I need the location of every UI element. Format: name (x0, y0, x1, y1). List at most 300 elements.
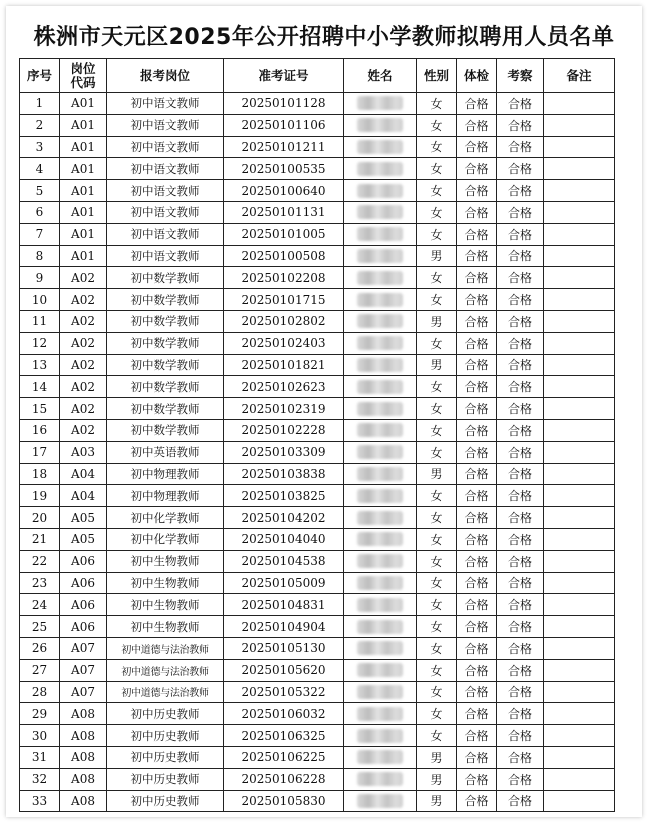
table-row (20, 746, 615, 768)
cell-inspection: 合格 (497, 267, 544, 289)
cell-index: 2 (20, 114, 60, 136)
col-header-physical: 体检 (457, 59, 497, 93)
cell-index: 10 (20, 289, 60, 311)
cell-physical-exam: 合格 (457, 725, 497, 747)
cell-remarks (544, 180, 615, 202)
cell-post-code: A01 (60, 180, 107, 202)
cell-physical-exam: 合格 (457, 332, 497, 354)
cell-gender: 女 (417, 201, 457, 223)
cell-physical-exam: 合格 (457, 790, 497, 812)
cell-remarks (544, 703, 615, 725)
cell-gender: 女 (417, 136, 457, 158)
cell-name (344, 201, 417, 223)
cell-post: 初中生物教师 (107, 616, 224, 638)
cell-post: 初中数学教师 (107, 376, 224, 398)
redacted-name (357, 685, 403, 699)
cell-post: 初中语文教师 (107, 93, 224, 115)
table-row (20, 180, 615, 202)
cell-name (344, 485, 417, 507)
table-row (20, 267, 615, 289)
cell-physical-exam: 合格 (457, 637, 497, 659)
cell-name (344, 289, 417, 311)
cell-index: 18 (20, 463, 60, 485)
page-title: 株洲市天元区2025年公开招聘中小学教师拟聘用人员名单 (33, 25, 615, 50)
redacted-name (357, 663, 403, 677)
cell-gender: 女 (417, 637, 457, 659)
cell-name (344, 703, 417, 725)
cell-inspection: 合格 (497, 616, 544, 638)
table-row (20, 114, 615, 136)
cell-inspection: 合格 (497, 419, 544, 441)
cell-physical-exam: 合格 (457, 245, 497, 267)
cell-inspection: 合格 (497, 398, 544, 420)
cell-index: 12 (20, 332, 60, 354)
cell-inspection: 合格 (497, 223, 544, 245)
redacted-name (357, 554, 403, 568)
cell-post: 初中历史教师 (107, 725, 224, 747)
cell-name (344, 746, 417, 768)
cell-remarks (544, 93, 615, 115)
cell-inspection: 合格 (497, 746, 544, 768)
cell-physical-exam: 合格 (457, 398, 497, 420)
cell-post-code: A02 (60, 376, 107, 398)
cell-physical-exam: 合格 (457, 463, 497, 485)
cell-remarks (544, 419, 615, 441)
cell-remarks (544, 550, 615, 572)
cell-gender: 男 (417, 463, 457, 485)
cell-physical-exam: 合格 (457, 419, 497, 441)
cell-name (344, 637, 417, 659)
redacted-name (357, 118, 403, 132)
col-header-ticket: 准考证号 (224, 59, 344, 93)
cell-remarks (544, 768, 615, 790)
cell-post-code: A08 (60, 746, 107, 768)
redacted-name (357, 423, 403, 437)
cell-remarks (544, 158, 615, 180)
cell-inspection: 合格 (497, 245, 544, 267)
cell-post-code: A01 (60, 136, 107, 158)
cell-index: 28 (20, 681, 60, 703)
cell-index: 29 (20, 703, 60, 725)
cell-name (344, 267, 417, 289)
cell-index: 6 (20, 201, 60, 223)
cell-name (344, 659, 417, 681)
redacted-name (357, 293, 403, 307)
cell-physical-exam: 合格 (457, 507, 497, 529)
cell-remarks (544, 485, 615, 507)
cell-index: 23 (20, 572, 60, 594)
cell-name (344, 594, 417, 616)
cell-index: 16 (20, 419, 60, 441)
cell-ticket-number: 20250104831 (224, 594, 344, 616)
col-header-name: 姓名 (344, 59, 417, 93)
cell-post-code: A01 (60, 245, 107, 267)
cell-inspection: 合格 (497, 463, 544, 485)
cell-post-code: A08 (60, 768, 107, 790)
cell-remarks (544, 201, 615, 223)
redacted-name (357, 140, 403, 154)
cell-name (344, 310, 417, 332)
cell-index: 27 (20, 659, 60, 681)
cell-remarks (544, 659, 615, 681)
cell-ticket-number: 20250100508 (224, 245, 344, 267)
cell-ticket-number: 20250104538 (224, 550, 344, 572)
cell-post-code: A01 (60, 114, 107, 136)
redacted-name (357, 271, 403, 285)
cell-name (344, 441, 417, 463)
cell-post: 初中数学教师 (107, 354, 224, 376)
cell-index: 14 (20, 376, 60, 398)
cell-gender: 女 (417, 485, 457, 507)
cell-ticket-number: 20250105009 (224, 572, 344, 594)
table-row (20, 463, 615, 485)
cell-inspection: 合格 (497, 485, 544, 507)
cell-post-code: A02 (60, 354, 107, 376)
cell-name (344, 616, 417, 638)
table-row (20, 354, 615, 376)
redacted-name (357, 336, 403, 350)
cell-index: 33 (20, 790, 60, 812)
cell-physical-exam: 合格 (457, 201, 497, 223)
cell-remarks (544, 310, 615, 332)
table-row (20, 572, 615, 594)
cell-gender: 女 (417, 441, 457, 463)
cell-gender: 女 (417, 507, 457, 529)
cell-gender: 女 (417, 180, 457, 202)
cell-name (344, 180, 417, 202)
cell-post: 初中生物教师 (107, 594, 224, 616)
cell-ticket-number: 20250103309 (224, 441, 344, 463)
cell-inspection: 合格 (497, 659, 544, 681)
cell-gender: 女 (417, 703, 457, 725)
cell-ticket-number: 20250100535 (224, 158, 344, 180)
table-row (20, 528, 615, 550)
cell-physical-exam: 合格 (457, 354, 497, 376)
cell-post: 初中数学教师 (107, 310, 224, 332)
cell-post: 初中英语教师 (107, 441, 224, 463)
cell-name (344, 507, 417, 529)
cell-post: 初中语文教师 (107, 158, 224, 180)
cell-post-code: A08 (60, 790, 107, 812)
cell-post-code: A01 (60, 223, 107, 245)
cell-remarks (544, 376, 615, 398)
cell-index: 5 (20, 180, 60, 202)
cell-remarks (544, 332, 615, 354)
cell-gender: 女 (417, 158, 457, 180)
cell-name (344, 463, 417, 485)
cell-remarks (544, 725, 615, 747)
redacted-name (357, 184, 403, 198)
table-row (20, 136, 615, 158)
cell-inspection: 合格 (497, 507, 544, 529)
cell-gender: 男 (417, 746, 457, 768)
cell-name (344, 223, 417, 245)
cell-remarks (544, 746, 615, 768)
cell-inspection: 合格 (497, 201, 544, 223)
cell-name (344, 245, 417, 267)
cell-index: 22 (20, 550, 60, 572)
cell-name (344, 398, 417, 420)
cell-name (344, 158, 417, 180)
cell-ticket-number: 20250101211 (224, 136, 344, 158)
cell-inspection: 合格 (497, 136, 544, 158)
table-row (20, 594, 615, 616)
table-row (20, 158, 615, 180)
cell-gender: 女 (417, 398, 457, 420)
table-row (20, 681, 615, 703)
cell-remarks (544, 245, 615, 267)
cell-ticket-number: 20250104904 (224, 616, 344, 638)
cell-inspection: 合格 (497, 725, 544, 747)
cell-inspection: 合格 (497, 289, 544, 311)
col-header-post: 报考岗位 (107, 59, 224, 93)
cell-name (344, 725, 417, 747)
cell-post: 初中数学教师 (107, 398, 224, 420)
cell-post-code: A03 (60, 441, 107, 463)
cell-inspection: 合格 (497, 572, 544, 594)
cell-physical-exam: 合格 (457, 616, 497, 638)
cell-post-code: A02 (60, 289, 107, 311)
redacted-name (357, 707, 403, 721)
cell-post: 初中语文教师 (107, 223, 224, 245)
cell-ticket-number: 20250102228 (224, 419, 344, 441)
cell-remarks (544, 637, 615, 659)
cell-inspection: 合格 (497, 790, 544, 812)
cell-remarks (544, 507, 615, 529)
cell-ticket-number: 20250105620 (224, 659, 344, 681)
table-row (20, 310, 615, 332)
cell-inspection: 合格 (497, 681, 544, 703)
cell-physical-exam: 合格 (457, 550, 497, 572)
cell-gender: 女 (417, 616, 457, 638)
cell-physical-exam: 合格 (457, 93, 497, 115)
cell-inspection: 合格 (497, 180, 544, 202)
cell-name (344, 768, 417, 790)
cell-remarks (544, 223, 615, 245)
cell-ticket-number: 20250105130 (224, 637, 344, 659)
cell-physical-exam: 合格 (457, 594, 497, 616)
cell-gender: 女 (417, 93, 457, 115)
cell-name (344, 419, 417, 441)
cell-post-code: A01 (60, 93, 107, 115)
cell-name (344, 572, 417, 594)
cell-post-code: A04 (60, 463, 107, 485)
cell-gender: 女 (417, 528, 457, 550)
cell-post: 初中数学教师 (107, 267, 224, 289)
cell-ticket-number: 20250101131 (224, 201, 344, 223)
table-row (20, 441, 615, 463)
table-row (20, 398, 615, 420)
cell-index: 24 (20, 594, 60, 616)
cell-name (344, 354, 417, 376)
redacted-name (357, 772, 403, 786)
cell-ticket-number: 20250104202 (224, 507, 344, 529)
cell-physical-exam: 合格 (457, 136, 497, 158)
cell-post-code: A02 (60, 332, 107, 354)
table-row (20, 201, 615, 223)
hiring-table (19, 58, 615, 812)
cell-inspection: 合格 (497, 114, 544, 136)
cell-post-code: A06 (60, 594, 107, 616)
cell-inspection: 合格 (497, 441, 544, 463)
cell-physical-exam: 合格 (457, 180, 497, 202)
cell-name (344, 681, 417, 703)
cell-index: 4 (20, 158, 60, 180)
redacted-name (357, 729, 403, 743)
cell-inspection: 合格 (497, 768, 544, 790)
cell-post-code: A02 (60, 398, 107, 420)
cell-post: 初中历史教师 (107, 746, 224, 768)
table-row (20, 93, 615, 115)
cell-index: 8 (20, 245, 60, 267)
cell-post: 初中语文教师 (107, 245, 224, 267)
cell-gender: 女 (417, 114, 457, 136)
cell-post: 初中物理教师 (107, 485, 224, 507)
cell-remarks (544, 289, 615, 311)
redacted-name (357, 402, 403, 416)
cell-inspection: 合格 (497, 637, 544, 659)
cell-gender: 女 (417, 725, 457, 747)
table-row (20, 245, 615, 267)
cell-remarks (544, 463, 615, 485)
cell-post-code: A01 (60, 201, 107, 223)
redacted-name (357, 205, 403, 219)
cell-physical-exam: 合格 (457, 528, 497, 550)
cell-physical-exam: 合格 (457, 376, 497, 398)
cell-post: 初中生物教师 (107, 550, 224, 572)
cell-ticket-number: 20250101715 (224, 289, 344, 311)
table-row (20, 485, 615, 507)
table-row (20, 550, 615, 572)
cell-gender: 男 (417, 245, 457, 267)
cell-index: 1 (20, 93, 60, 115)
cell-index: 31 (20, 746, 60, 768)
cell-index: 26 (20, 637, 60, 659)
cell-remarks (544, 354, 615, 376)
cell-gender: 女 (417, 289, 457, 311)
table-row (20, 616, 615, 638)
table-row (20, 332, 615, 354)
cell-ticket-number: 20250102802 (224, 310, 344, 332)
cell-post-code: A07 (60, 637, 107, 659)
cell-name (344, 550, 417, 572)
cell-ticket-number: 20250102208 (224, 267, 344, 289)
redacted-name (357, 794, 403, 808)
cell-post-code: A04 (60, 485, 107, 507)
table-body (20, 93, 615, 812)
cell-remarks (544, 398, 615, 420)
header-row (20, 59, 615, 93)
cell-physical-exam: 合格 (457, 223, 497, 245)
table-row (20, 507, 615, 529)
cell-post: 初中语文教师 (107, 180, 224, 202)
cell-post: 初中语文教师 (107, 114, 224, 136)
cell-gender: 女 (417, 572, 457, 594)
cell-index: 15 (20, 398, 60, 420)
cell-post-code: A08 (60, 703, 107, 725)
cell-index: 20 (20, 507, 60, 529)
cell-physical-exam: 合格 (457, 289, 497, 311)
table-row (20, 419, 615, 441)
cell-ticket-number: 20250106225 (224, 746, 344, 768)
cell-gender: 女 (417, 550, 457, 572)
cell-post: 初中历史教师 (107, 768, 224, 790)
cell-ticket-number: 20250102319 (224, 398, 344, 420)
cell-physical-exam: 合格 (457, 768, 497, 790)
table-row (20, 768, 615, 790)
table-row (20, 790, 615, 812)
cell-post: 初中数学教师 (107, 332, 224, 354)
cell-post: 初中历史教师 (107, 703, 224, 725)
col-header-post-code (60, 59, 107, 93)
table-row (20, 289, 615, 311)
col-header-remarks: 备注 (544, 59, 615, 93)
cell-ticket-number: 20250101106 (224, 114, 344, 136)
cell-post: 初中化学教师 (107, 528, 224, 550)
cell-index: 30 (20, 725, 60, 747)
cell-physical-exam: 合格 (457, 310, 497, 332)
redacted-name (357, 162, 403, 176)
cell-gender: 女 (417, 659, 457, 681)
redacted-name (357, 358, 403, 372)
cell-inspection: 合格 (497, 93, 544, 115)
redacted-name (357, 576, 403, 590)
cell-index: 11 (20, 310, 60, 332)
cell-post: 初中道德与法治教师 (107, 681, 224, 703)
redacted-name (357, 445, 403, 459)
redacted-name (357, 467, 403, 481)
cell-post-code: A06 (60, 616, 107, 638)
cell-index: 32 (20, 768, 60, 790)
cell-inspection: 合格 (497, 310, 544, 332)
cell-post: 初中历史教师 (107, 790, 224, 812)
cell-post: 初中物理教师 (107, 463, 224, 485)
cell-gender: 女 (417, 594, 457, 616)
cell-index: 13 (20, 354, 60, 376)
cell-name (344, 376, 417, 398)
cell-index: 21 (20, 528, 60, 550)
cell-index: 9 (20, 267, 60, 289)
cell-remarks (544, 594, 615, 616)
cell-name (344, 93, 417, 115)
redacted-name (357, 314, 403, 328)
cell-ticket-number: 20250106228 (224, 768, 344, 790)
redacted-name (357, 249, 403, 263)
cell-post: 初中生物教师 (107, 572, 224, 594)
redacted-name (357, 227, 403, 241)
cell-physical-exam: 合格 (457, 267, 497, 289)
cell-post-code: A05 (60, 528, 107, 550)
cell-physical-exam: 合格 (457, 485, 497, 507)
cell-ticket-number: 20250100640 (224, 180, 344, 202)
cell-physical-exam: 合格 (457, 158, 497, 180)
cell-post-code: A07 (60, 659, 107, 681)
cell-inspection: 合格 (497, 354, 544, 376)
cell-inspection: 合格 (497, 594, 544, 616)
cell-remarks (544, 572, 615, 594)
cell-physical-exam: 合格 (457, 746, 497, 768)
col-header-index: 序号 (20, 59, 60, 93)
cell-ticket-number: 20250105322 (224, 681, 344, 703)
cell-gender: 男 (417, 768, 457, 790)
cell-gender: 女 (417, 267, 457, 289)
cell-gender: 女 (417, 223, 457, 245)
cell-ticket-number: 20250101128 (224, 93, 344, 115)
cell-post: 初中数学教师 (107, 289, 224, 311)
cell-index: 19 (20, 485, 60, 507)
cell-post-code: A01 (60, 158, 107, 180)
cell-post: 初中道德与法治教师 (107, 637, 224, 659)
